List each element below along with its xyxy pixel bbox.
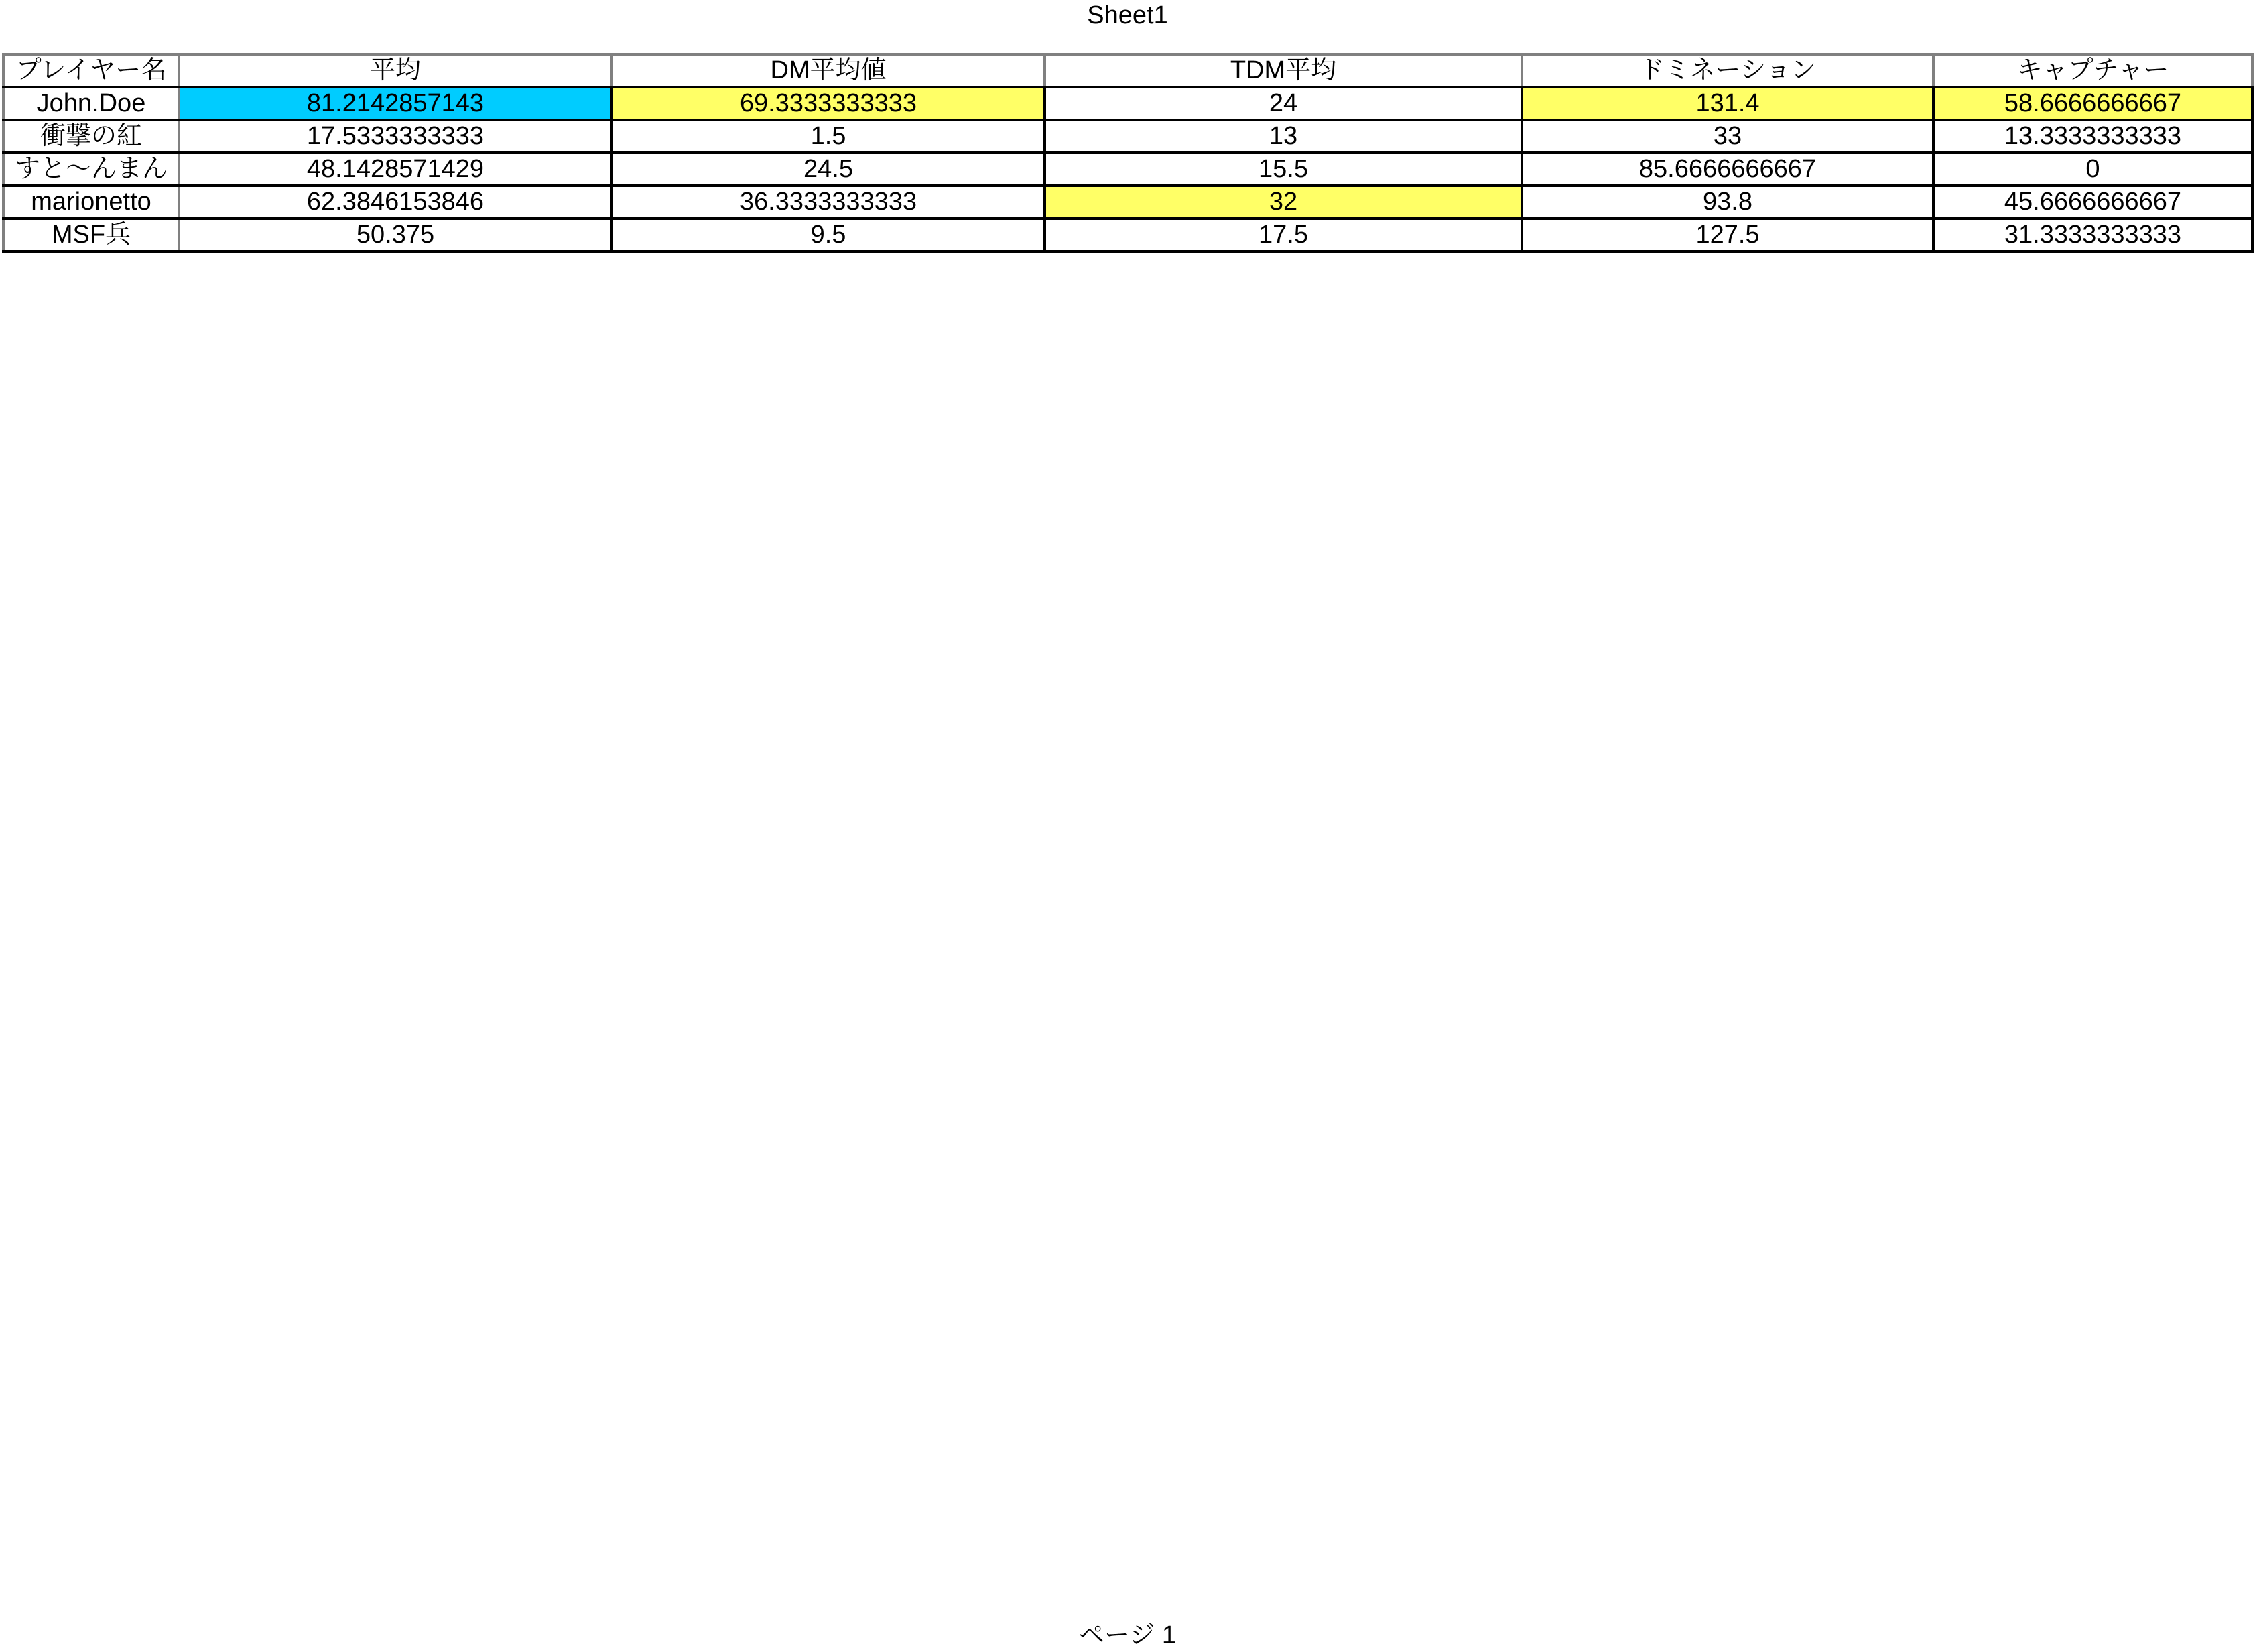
table-cell[interactable]: 93.8 (1522, 186, 1933, 218)
table-row (3, 218, 2252, 251)
table-cell[interactable]: 24 (1045, 87, 1522, 120)
player-name-cell[interactable]: すと～んまん (3, 153, 179, 186)
player-name-cell[interactable]: John.Doe (3, 87, 179, 120)
table-row (3, 186, 2252, 218)
table-row (3, 87, 2252, 120)
table-cell[interactable]: 24.5 (612, 153, 1045, 186)
table-cell[interactable]: 17.5333333333 (179, 120, 612, 153)
table-row (3, 120, 2252, 153)
sheet-title: Sheet1 (1087, 1, 1168, 29)
header-cell-tdm-average[interactable]: TDM平均 (1045, 54, 1522, 87)
data-table (2, 53, 2254, 253)
header-cell-player-name[interactable]: プレイヤー名 (3, 54, 179, 87)
table-cell[interactable]: 0 (1933, 153, 2252, 186)
header-cell-average[interactable]: 平均 (179, 54, 612, 87)
player-name-cell[interactable]: MSF兵 (3, 218, 179, 251)
player-name-cell[interactable]: marionetto (3, 186, 179, 218)
header-cell-dm-average[interactable]: DM平均値 (612, 54, 1045, 87)
table-cell[interactable]: 62.3846153846 (179, 186, 612, 218)
table-cell[interactable]: 48.1428571429 (179, 153, 612, 186)
table-cell[interactable]: 69.3333333333 (612, 87, 1045, 120)
table-cell[interactable]: 31.3333333333 (1933, 218, 2252, 251)
table-cell[interactable]: 33 (1522, 120, 1933, 153)
table-cell[interactable]: 50.375 (179, 218, 612, 251)
table-cell[interactable]: 58.6666666667 (1933, 87, 2252, 120)
header-cell-capture[interactable]: キャプチャー (1933, 54, 2252, 87)
table-cell[interactable]: 9.5 (612, 218, 1045, 251)
table-cell[interactable]: 1.5 (612, 120, 1045, 153)
table-cell[interactable]: 17.5 (1045, 218, 1522, 251)
header-row (3, 54, 2252, 87)
table-cell[interactable]: 45.6666666667 (1933, 186, 2252, 218)
table-row (3, 153, 2252, 186)
header-cell-domination[interactable]: ドミネーション (1522, 54, 1933, 87)
table-cell[interactable]: 127.5 (1522, 218, 1933, 251)
table-cell[interactable]: 32 (1045, 186, 1522, 218)
table-cell[interactable]: 85.6666666667 (1522, 153, 1933, 186)
page-footer: ページ 1 (1079, 1621, 1176, 1649)
table-cell[interactable]: 81.2142857143 (179, 87, 612, 120)
table-cell[interactable]: 15.5 (1045, 153, 1522, 186)
table-cell[interactable]: 131.4 (1522, 87, 1933, 120)
table-cell[interactable]: 13.3333333333 (1933, 120, 2252, 153)
table-cell[interactable]: 36.3333333333 (612, 186, 1045, 218)
player-name-cell[interactable]: 衝撃の紅 (3, 120, 179, 153)
table-cell[interactable]: 13 (1045, 120, 1522, 153)
